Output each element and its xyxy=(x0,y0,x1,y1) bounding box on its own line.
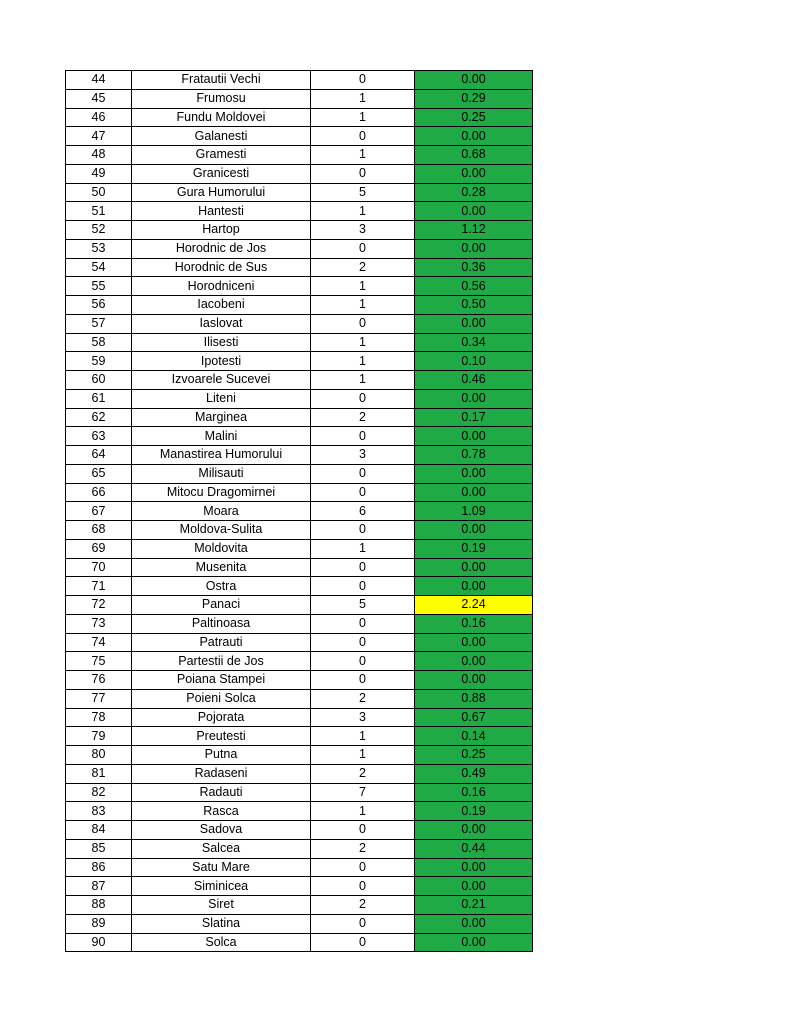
row-number-cell: 75 xyxy=(66,652,132,671)
locality-name-cell: Gramesti xyxy=(132,146,311,165)
table-row xyxy=(66,202,533,221)
table-row xyxy=(66,296,533,315)
incidence-rate-cell: 1.12 xyxy=(415,221,533,240)
table-row xyxy=(66,558,533,577)
row-number-cell: 67 xyxy=(66,502,132,521)
locality-name-cell: Horodniceni xyxy=(132,277,311,296)
incidence-rate-cell: 0.00 xyxy=(415,577,533,596)
locality-name-cell: Ilisesti xyxy=(132,333,311,352)
row-number-cell: 79 xyxy=(66,727,132,746)
cases-count-cell: 0 xyxy=(311,521,415,540)
incidence-rate-cell: 1.09 xyxy=(415,502,533,521)
locality-name-cell: Salcea xyxy=(132,839,311,858)
incidence-rate-cell: 0.36 xyxy=(415,258,533,277)
table-body xyxy=(66,71,533,952)
cases-count-cell: 0 xyxy=(311,164,415,183)
table-row xyxy=(66,483,533,502)
row-number-cell: 68 xyxy=(66,521,132,540)
table-row xyxy=(66,258,533,277)
localities-table xyxy=(65,70,533,952)
table-row xyxy=(66,408,533,427)
cases-count-cell: 1 xyxy=(311,746,415,765)
incidence-rate-cell: 0.00 xyxy=(415,671,533,690)
locality-name-cell: Panaci xyxy=(132,596,311,615)
cases-count-cell: 0 xyxy=(311,652,415,671)
incidence-rate-cell: 0.44 xyxy=(415,839,533,858)
table-row xyxy=(66,164,533,183)
locality-name-cell: Radaseni xyxy=(132,764,311,783)
table-row xyxy=(66,914,533,933)
locality-name-cell: Ostra xyxy=(132,577,311,596)
incidence-rate-cell: 0.14 xyxy=(415,727,533,746)
incidence-rate-cell: 0.00 xyxy=(415,652,533,671)
cases-count-cell: 1 xyxy=(311,146,415,165)
locality-name-cell: Siret xyxy=(132,896,311,915)
locality-name-cell: Iacobeni xyxy=(132,296,311,315)
locality-name-cell: Moara xyxy=(132,502,311,521)
locality-name-cell: Paltinoasa xyxy=(132,614,311,633)
table-row xyxy=(66,277,533,296)
cases-count-cell: 0 xyxy=(311,633,415,652)
table-row xyxy=(66,633,533,652)
locality-name-cell: Hartop xyxy=(132,221,311,240)
cases-count-cell: 0 xyxy=(311,577,415,596)
incidence-rate-cell: 0.88 xyxy=(415,689,533,708)
locality-name-cell: Pojorata xyxy=(132,708,311,727)
incidence-rate-cell: 0.10 xyxy=(415,352,533,371)
locality-name-cell: Milisauti xyxy=(132,464,311,483)
table-row xyxy=(66,839,533,858)
incidence-rate-cell: 0.21 xyxy=(415,896,533,915)
table-row xyxy=(66,596,533,615)
locality-name-cell: Gura Humorului xyxy=(132,183,311,202)
row-number-cell: 50 xyxy=(66,183,132,202)
cases-count-cell: 0 xyxy=(311,614,415,633)
cases-count-cell: 0 xyxy=(311,877,415,896)
cases-count-cell: 0 xyxy=(311,127,415,146)
cases-count-cell: 1 xyxy=(311,108,415,127)
locality-name-cell: Moldova-Sulita xyxy=(132,521,311,540)
incidence-rate-cell: 0.00 xyxy=(415,314,533,333)
incidence-rate-cell: 0.00 xyxy=(415,558,533,577)
locality-name-cell: Horodnic de Jos xyxy=(132,239,311,258)
row-number-cell: 88 xyxy=(66,896,132,915)
row-number-cell: 84 xyxy=(66,821,132,840)
table-row xyxy=(66,127,533,146)
cases-count-cell: 1 xyxy=(311,727,415,746)
locality-name-cell: Frumosu xyxy=(132,89,311,108)
table-row xyxy=(66,89,533,108)
locality-name-cell: Moldovita xyxy=(132,539,311,558)
row-number-cell: 56 xyxy=(66,296,132,315)
table-row xyxy=(66,521,533,540)
locality-name-cell: Radauti xyxy=(132,783,311,802)
row-number-cell: 80 xyxy=(66,746,132,765)
cases-count-cell: 0 xyxy=(311,821,415,840)
incidence-rate-cell: 0.16 xyxy=(415,783,533,802)
locality-name-cell: Galanesti xyxy=(132,127,311,146)
incidence-rate-cell: 0.00 xyxy=(415,389,533,408)
locality-name-cell: Musenita xyxy=(132,558,311,577)
locality-name-cell: Satu Mare xyxy=(132,858,311,877)
locality-name-cell: Putna xyxy=(132,746,311,765)
locality-name-cell: Marginea xyxy=(132,408,311,427)
row-number-cell: 55 xyxy=(66,277,132,296)
table-row xyxy=(66,71,533,90)
table-row xyxy=(66,239,533,258)
incidence-rate-cell: 0.00 xyxy=(415,427,533,446)
row-number-cell: 46 xyxy=(66,108,132,127)
cases-count-cell: 0 xyxy=(311,239,415,258)
cases-count-cell: 0 xyxy=(311,671,415,690)
incidence-rate-cell: 0.00 xyxy=(415,914,533,933)
locality-name-cell: Liteni xyxy=(132,389,311,408)
row-number-cell: 65 xyxy=(66,464,132,483)
locality-name-cell: Horodnic de Sus xyxy=(132,258,311,277)
incidence-rate-cell: 0.34 xyxy=(415,333,533,352)
row-number-cell: 72 xyxy=(66,596,132,615)
cases-count-cell: 0 xyxy=(311,427,415,446)
row-number-cell: 69 xyxy=(66,539,132,558)
cases-count-cell: 2 xyxy=(311,896,415,915)
locality-name-cell: Malini xyxy=(132,427,311,446)
row-number-cell: 60 xyxy=(66,371,132,390)
table-row xyxy=(66,146,533,165)
row-number-cell: 87 xyxy=(66,877,132,896)
incidence-rate-cell: 0.00 xyxy=(415,164,533,183)
cases-count-cell: 2 xyxy=(311,258,415,277)
cases-count-cell: 0 xyxy=(311,464,415,483)
table-row xyxy=(66,577,533,596)
incidence-rate-cell: 0.00 xyxy=(415,858,533,877)
locality-name-cell: Siminicea xyxy=(132,877,311,896)
cases-count-cell: 0 xyxy=(311,558,415,577)
row-number-cell: 76 xyxy=(66,671,132,690)
row-number-cell: 48 xyxy=(66,146,132,165)
table-row xyxy=(66,183,533,202)
row-number-cell: 63 xyxy=(66,427,132,446)
table-row xyxy=(66,539,533,558)
cases-count-cell: 1 xyxy=(311,296,415,315)
incidence-rate-cell: 0.00 xyxy=(415,483,533,502)
row-number-cell: 45 xyxy=(66,89,132,108)
incidence-rate-cell: 0.00 xyxy=(415,877,533,896)
row-number-cell: 89 xyxy=(66,914,132,933)
cases-count-cell: 2 xyxy=(311,408,415,427)
row-number-cell: 70 xyxy=(66,558,132,577)
cases-count-cell: 6 xyxy=(311,502,415,521)
incidence-rate-cell: 0.00 xyxy=(415,821,533,840)
incidence-rate-cell: 0.00 xyxy=(415,933,533,952)
cases-count-cell: 0 xyxy=(311,933,415,952)
table-row xyxy=(66,858,533,877)
cases-count-cell: 0 xyxy=(311,71,415,90)
table-row xyxy=(66,427,533,446)
locality-name-cell: Iaslovat xyxy=(132,314,311,333)
locality-name-cell: Sadova xyxy=(132,821,311,840)
locality-name-cell: Poieni Solca xyxy=(132,689,311,708)
row-number-cell: 57 xyxy=(66,314,132,333)
incidence-rate-cell: 0.56 xyxy=(415,277,533,296)
row-number-cell: 59 xyxy=(66,352,132,371)
locality-name-cell: Poiana Stampei xyxy=(132,671,311,690)
cases-count-cell: 1 xyxy=(311,89,415,108)
row-number-cell: 47 xyxy=(66,127,132,146)
cases-count-cell: 0 xyxy=(311,389,415,408)
incidence-rate-cell: 0.29 xyxy=(415,89,533,108)
locality-name-cell: Rasca xyxy=(132,802,311,821)
incidence-rate-cell: 0.00 xyxy=(415,239,533,258)
row-number-cell: 54 xyxy=(66,258,132,277)
table-row xyxy=(66,671,533,690)
cases-count-cell: 1 xyxy=(311,277,415,296)
table-row xyxy=(66,727,533,746)
incidence-rate-cell: 0.00 xyxy=(415,464,533,483)
table-row xyxy=(66,371,533,390)
incidence-rate-cell: 0.28 xyxy=(415,183,533,202)
table-row xyxy=(66,877,533,896)
incidence-rate-cell: 0.78 xyxy=(415,446,533,465)
cases-count-cell: 0 xyxy=(311,483,415,502)
table-row xyxy=(66,446,533,465)
incidence-rate-cell: 0.17 xyxy=(415,408,533,427)
row-number-cell: 49 xyxy=(66,164,132,183)
table-row xyxy=(66,652,533,671)
table-row xyxy=(66,708,533,727)
row-number-cell: 82 xyxy=(66,783,132,802)
table-row xyxy=(66,464,533,483)
locality-name-cell: Izvoarele Sucevei xyxy=(132,371,311,390)
incidence-rate-cell: 0.16 xyxy=(415,614,533,633)
cases-count-cell: 5 xyxy=(311,596,415,615)
locality-name-cell: Fundu Moldovei xyxy=(132,108,311,127)
table-row xyxy=(66,764,533,783)
table-row xyxy=(66,108,533,127)
row-number-cell: 71 xyxy=(66,577,132,596)
table-row xyxy=(66,689,533,708)
locality-name-cell: Ipotesti xyxy=(132,352,311,371)
incidence-rate-cell: 0.25 xyxy=(415,746,533,765)
incidence-rate-cell: 0.68 xyxy=(415,146,533,165)
incidence-rate-cell: 0.25 xyxy=(415,108,533,127)
row-number-cell: 53 xyxy=(66,239,132,258)
row-number-cell: 52 xyxy=(66,221,132,240)
cases-count-cell: 1 xyxy=(311,333,415,352)
table-row xyxy=(66,221,533,240)
incidence-rate-cell: 0.00 xyxy=(415,127,533,146)
locality-name-cell: Fratautii Vechi xyxy=(132,71,311,90)
cases-count-cell: 7 xyxy=(311,783,415,802)
row-number-cell: 66 xyxy=(66,483,132,502)
cases-count-cell: 0 xyxy=(311,914,415,933)
cases-count-cell: 0 xyxy=(311,314,415,333)
incidence-rate-cell: 0.50 xyxy=(415,296,533,315)
row-number-cell: 83 xyxy=(66,802,132,821)
locality-name-cell: Manastirea Humorului xyxy=(132,446,311,465)
cases-count-cell: 3 xyxy=(311,708,415,727)
table-row xyxy=(66,802,533,821)
table-row xyxy=(66,746,533,765)
row-number-cell: 73 xyxy=(66,614,132,633)
row-number-cell: 77 xyxy=(66,689,132,708)
locality-name-cell: Slatina xyxy=(132,914,311,933)
table-row xyxy=(66,821,533,840)
cases-count-cell: 2 xyxy=(311,764,415,783)
table-row xyxy=(66,314,533,333)
incidence-rate-cell: 0.00 xyxy=(415,202,533,221)
table-row xyxy=(66,933,533,952)
incidence-rate-cell: 0.19 xyxy=(415,802,533,821)
incidence-rate-cell: 0.00 xyxy=(415,521,533,540)
cases-count-cell: 1 xyxy=(311,202,415,221)
incidence-rate-cell: 0.67 xyxy=(415,708,533,727)
locality-name-cell: Mitocu Dragomirnei xyxy=(132,483,311,502)
cases-count-cell: 3 xyxy=(311,221,415,240)
row-number-cell: 86 xyxy=(66,858,132,877)
row-number-cell: 61 xyxy=(66,389,132,408)
incidence-rate-cell: 0.49 xyxy=(415,764,533,783)
row-number-cell: 51 xyxy=(66,202,132,221)
row-number-cell: 90 xyxy=(66,933,132,952)
table-row xyxy=(66,389,533,408)
cases-count-cell: 1 xyxy=(311,539,415,558)
row-number-cell: 44 xyxy=(66,71,132,90)
table-row xyxy=(66,896,533,915)
locality-name-cell: Preutesti xyxy=(132,727,311,746)
row-number-cell: 78 xyxy=(66,708,132,727)
row-number-cell: 85 xyxy=(66,839,132,858)
locality-name-cell: Granicesti xyxy=(132,164,311,183)
table-row xyxy=(66,614,533,633)
cases-count-cell: 1 xyxy=(311,371,415,390)
cases-count-cell: 2 xyxy=(311,839,415,858)
cases-count-cell: 5 xyxy=(311,183,415,202)
incidence-rate-cell: 0.46 xyxy=(415,371,533,390)
cases-count-cell: 3 xyxy=(311,446,415,465)
row-number-cell: 62 xyxy=(66,408,132,427)
row-number-cell: 58 xyxy=(66,333,132,352)
table-row xyxy=(66,333,533,352)
table-row xyxy=(66,502,533,521)
row-number-cell: 64 xyxy=(66,446,132,465)
locality-name-cell: Solca xyxy=(132,933,311,952)
locality-name-cell: Patrauti xyxy=(132,633,311,652)
cases-count-cell: 2 xyxy=(311,689,415,708)
table-row xyxy=(66,783,533,802)
locality-name-cell: Hantesti xyxy=(132,202,311,221)
incidence-rate-cell: 2.24 xyxy=(415,596,533,615)
incidence-rate-cell: 0.00 xyxy=(415,71,533,90)
row-number-cell: 74 xyxy=(66,633,132,652)
locality-name-cell: Partestii de Jos xyxy=(132,652,311,671)
cases-count-cell: 0 xyxy=(311,858,415,877)
table-row xyxy=(66,352,533,371)
incidence-rate-cell: 0.00 xyxy=(415,633,533,652)
cases-count-cell: 1 xyxy=(311,802,415,821)
incidence-rate-cell: 0.19 xyxy=(415,539,533,558)
row-number-cell: 81 xyxy=(66,764,132,783)
cases-count-cell: 1 xyxy=(311,352,415,371)
